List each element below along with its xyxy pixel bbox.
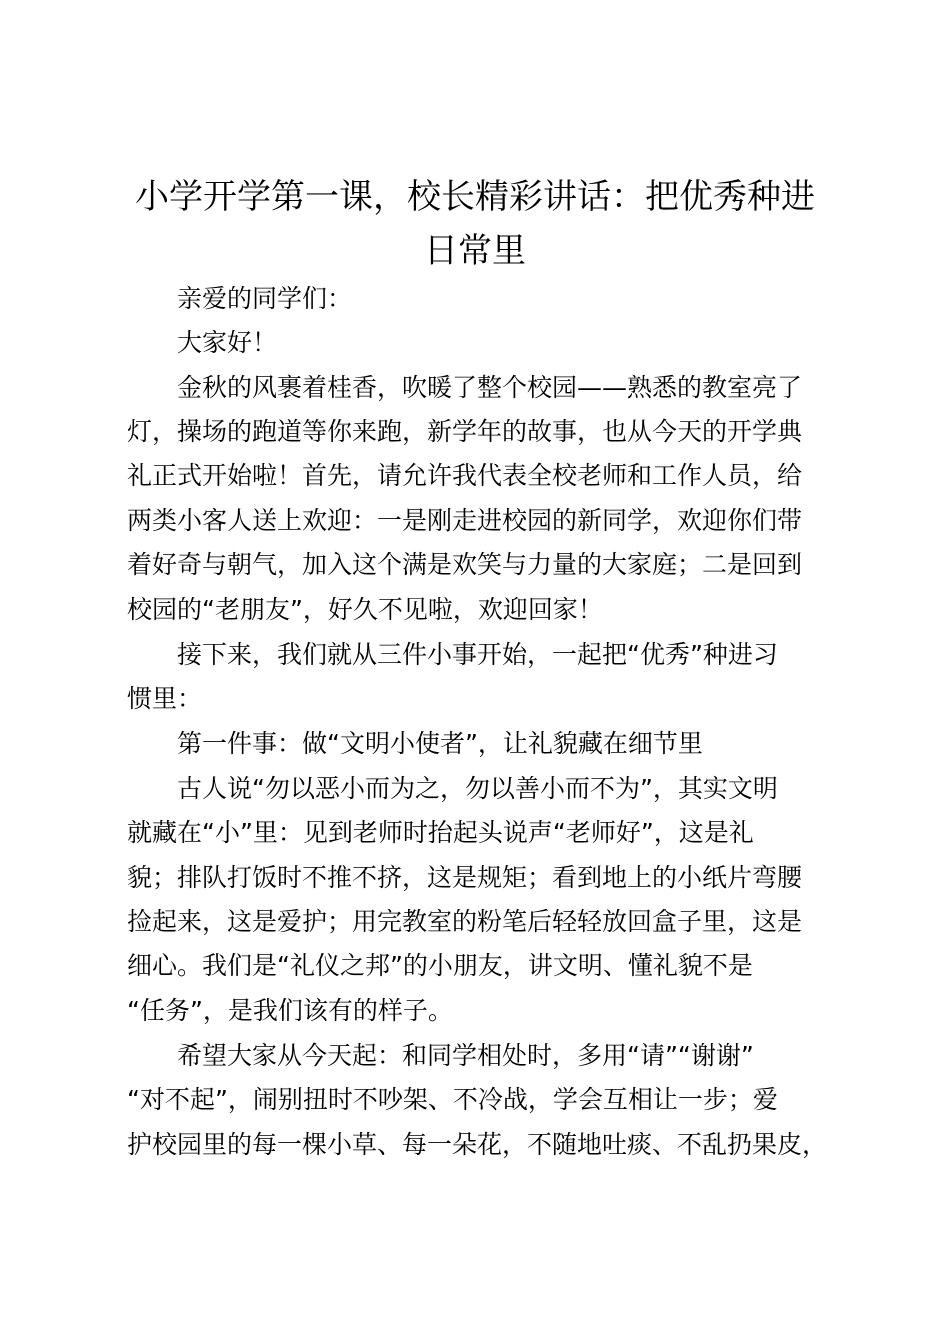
body-line: “对不起”，闹别扭时不吵架、不冷战，学会互相让一步；爱: [127, 1085, 778, 1114]
body-line: 两类小客人送上欢迎：一是刚走进校园的新同学，欢迎你们带: [127, 506, 803, 535]
section-heading: 第一件事：做“文明小使者”，让礼貌藏在细节里: [177, 729, 703, 758]
body-line: 着好奇与朝气，加入这个满是欢笑与力量的大家庭；二是回到: [127, 550, 803, 579]
body-line: 细心。我们是“礼仪之邦”的小朋友，讲文明、懂礼貌不是: [127, 951, 753, 980]
body-line: 希望大家从今天起：和同学相处时，多用“请”“谢谢”: [177, 1041, 754, 1070]
body-line: 护校园里的每一棵小草、每一朵花，不随地吐痰、不乱扔果皮，: [127, 1130, 828, 1159]
document-title: [112, 170, 838, 278]
body-line: 古人说“勿以恶小而为之，勿以善小而不为”，其实文明: [177, 774, 778, 803]
body-line: 校园的“老朋友”，好久不见啦，欢迎回家！: [127, 595, 603, 624]
salutation: 亲爱的同学们：: [177, 284, 353, 313]
greeting: 大家好！: [177, 328, 278, 357]
title-line-2: 日常里: [424, 231, 526, 271]
body-line: 礼正式开始啦！首先，请允许我代表全校老师和工作人员，给: [127, 461, 803, 490]
body-line: 貌；排队打饭时不推不挤，这是规矩；看到地上的小纸片弯腰: [127, 863, 803, 892]
body-line: 接下来，我们就从三件小事开始，一起把“优秀”种进习: [177, 640, 778, 669]
title-line-1: 小学开学第一课，校长精彩讲话：把优秀种进: [135, 177, 815, 217]
body-line: 就藏在“小”里：见到老师时抬起头说声“老师好”，这是礼: [127, 818, 754, 847]
body-line: 金秋的风裹着桂香，吹暖了整个校园——熟悉的教室亮了: [177, 373, 803, 402]
body-line: 惯里：: [127, 684, 203, 713]
body-line: “任务”，是我们该有的样子。: [127, 996, 453, 1025]
body-line: 捡起来，这是爱护；用完教室的粉笔后轻轻放回盒子里，这是: [127, 907, 803, 936]
body-line: 灯，操场的跑道等你来跑，新学年的故事，也从今天的开学典: [127, 417, 803, 446]
